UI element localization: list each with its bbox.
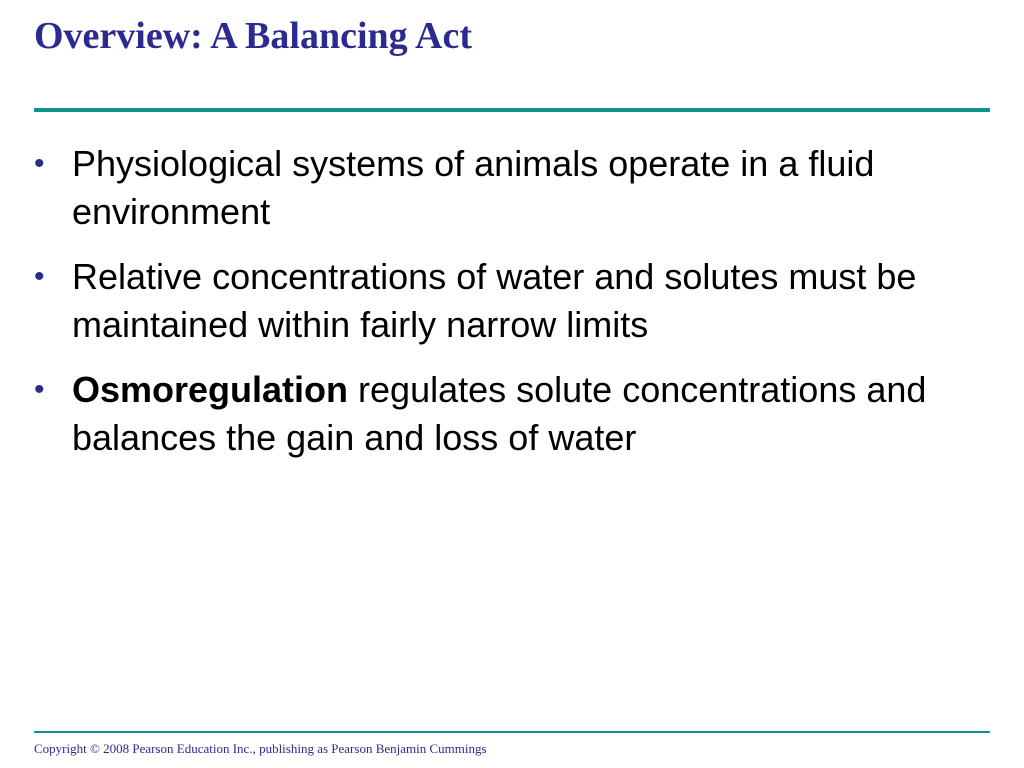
bullet-text: Relative concentrations of water and solutes must be maintained within fairly narrow limits [72, 256, 917, 345]
copyright-footer: Copyright © 2008 Pearson Education Inc., publishing as Pearson Benjamin Cummings [34, 741, 487, 756]
slide-title: Overview: A Balancing Act [34, 15, 473, 57]
bullet-dot-icon: • [34, 373, 45, 406]
bullet-dot-icon: • [34, 260, 45, 293]
bullet-text: regulates solute concentrations and balances the gain and loss of water [72, 369, 927, 458]
bullet-item [34, 253, 974, 349]
bullet-item [34, 140, 974, 236]
footer-divider [34, 731, 990, 733]
bullet-text: Physiological systems of animals operate in a fluid environment [72, 143, 875, 232]
bullet-item [34, 366, 974, 462]
bullet-list [34, 140, 974, 479]
title-divider [34, 108, 990, 112]
bullet-dot-icon: • [34, 147, 45, 180]
bullet-bold-term: Osmoregulation [72, 369, 349, 410]
